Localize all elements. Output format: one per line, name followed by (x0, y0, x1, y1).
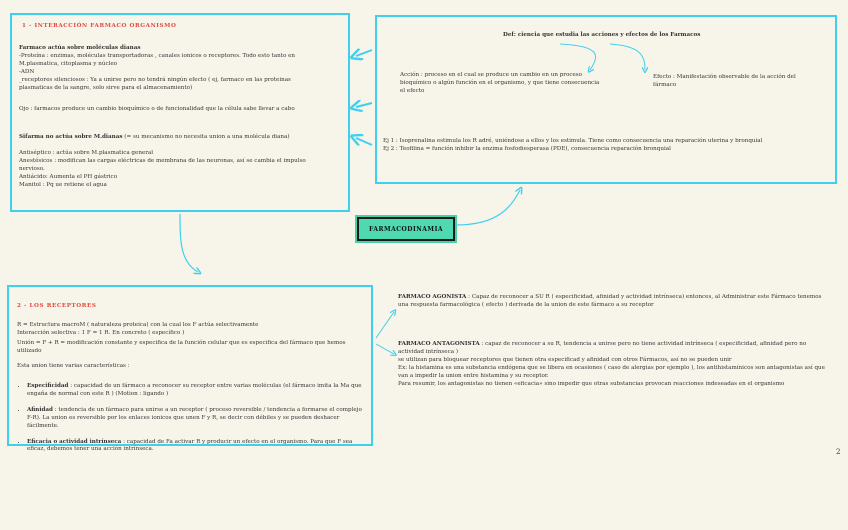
arrow-to-molecula (356, 50, 372, 56)
receptores-title: 2 - LOS RECEPTORES (17, 303, 97, 309)
antagonista-body: : capaz de reconocer a su R, tendencia a unirse pero no tiene actividad intrínseca ( especificidad, afinidad pero no actividad intrínseca ) se utilizan para bloquear receptores que tienen otra especificad y afinidad con otros Fármacos, así no se pueden unir Ex: la histamina es una substancia endógena que se libera en ocasiones ( caso de alergias por ejemplo ), los antihistamínicos son antagonistas así que van a impedir la union entre histamina y su receptor. Para resumir, los antagonistas no tienen «eficacia» sino impedir que otras substancias provocan reacciones indeseadas en el organismo (398, 341, 825, 387)
caracteristicas-intro: Esta union tiene varias características : (17, 363, 130, 369)
agonista-label: FARMACO AGONISTA (398, 294, 467, 300)
especificidad-text: : capacidad de un fármaco a reconocer su receptor entre varias moléculas (el fármaco imita la Ma que engaña de normal con este R ) (Motion : ligando ) (27, 382, 362, 397)
antagonista-label: FARMACO ANTAGONISTA (398, 341, 480, 347)
definicion-text: Def: ciencia que estudia las acciones y efectos de los Farmacos (503, 32, 701, 38)
eficacia-text: : capacidad de Fa activar R y producir un efecto en el organismo. Para que F sea eficaz, debemos tener una acción intrínseca. (27, 438, 353, 453)
ojo-note: Ojo : farmacos produce un cambio bioquímico o de funcionalidad que la célula sabe llevar a cabo (19, 106, 295, 112)
especificidad-label: Especificidad (27, 382, 69, 389)
caracteristicas-list (17, 375, 367, 462)
union-text: Unión = F + R = modificación constante y especifica de la función celular que es especifica del fármaco que hemos utilizado (17, 340, 346, 354)
molecula-diana-heading: Farmaco actúa sobre moléculas dianas (19, 45, 141, 51)
list-item (27, 383, 367, 399)
eficacia-label: Eficacia o actividad intrínseca (27, 438, 122, 445)
efecto-text: Efecto : Manifestación observable de la acción del fármaco (653, 74, 796, 88)
list-item (27, 439, 367, 455)
ejemplo-2: Ej 2 : Teofilina = función inhibir la enzima fosfodiesperasa (PDE), consecuencia reparación bronquial (383, 146, 671, 152)
ejemplo-1: Ej 1 : Isoprenalina estimula los R adré, uniéndose a ellos y los estimula. Tiene como consecuencia una reparación uterina y bronquial (383, 138, 763, 144)
no-diana-paragraph (19, 134, 319, 142)
receptores-def: R = Estructura macroM ( naturaleza proteica) con la cual los F actúa selectivamente Interacción selectiva : 1 F = 1 R. En concreto ( específico ) (17, 322, 259, 336)
page-number: 2 (836, 448, 841, 456)
afinidad-text: : tendencia de un fármaco para unirse a un receptor ( proceso reversible / tendencia a formarse el complejo F-R). La union es reversible por los enlaces ionicos que unen F y R, se decir con débiles y se pueden deshacer fácilmente. (27, 406, 362, 429)
interaccion-title: 1 - INTERACCIÓN FARMACO ORGANISMO (22, 23, 177, 29)
accion-text: Acción : proceso en el cual se produce un cambio en un proceso bioquímico o algún función en el organismo, y que tiene consecuencia el efecto (400, 72, 600, 94)
arrow-to-no-diana (356, 138, 372, 145)
farmacodinamia-node: FARMACODINAMIA (357, 217, 455, 241)
no-diana-heading: Sifarma no actúa sobre M.dianas (19, 134, 123, 140)
definicion-box (375, 15, 837, 184)
antagonista-text (398, 341, 828, 389)
list-item (27, 407, 367, 431)
afinidad-label: Afinidad (27, 406, 53, 413)
receptores-box (7, 285, 373, 453)
agonista-body: : Capaz de reconocer a SU R ( especificidad, afinidad y actividad intrínseca) entonces, al Administrar este Fármaco tenemos una respuesta farmacológica ( efecto ) derivada de la union de este fármaco a su receptor (398, 294, 822, 308)
agonista-text (398, 294, 828, 310)
arrow-to-antagonista (376, 344, 394, 354)
arrow-to-agonista (376, 312, 394, 338)
molecula-diana-text: -Proteína : enzimas, moléculas transportadoras , canales ionicos o receptores. Todo esto tanto en M.plasmatica, citoplasma y núcleo -ADN _receptores silenciosos : Ya a unirse pero no tendrá ningún efecto ( ej, farmaco en las proteinas plasmaticas de la sangre, solo sirve para el almacenamiento) (19, 53, 296, 91)
interaccion-box (10, 13, 350, 212)
arrow-box1-to-box3 (180, 214, 198, 272)
no-diana-heading-rest: (= su mecanismo no necesita union a una molécula diana) (122, 134, 290, 140)
no-diana-text: Antiséptico : actúa sobre M.plasmatica general Anestésicos : modifican las cargas eléctricas de membrana de las neuronas, así se cambia el impulso nervioso. Antiácido: Aumenta el PH gástrico Manitol : Pq ue retiene el agua (19, 150, 306, 188)
arrow-to-ojo (356, 103, 372, 107)
arrow-center-to-def (456, 190, 520, 225)
